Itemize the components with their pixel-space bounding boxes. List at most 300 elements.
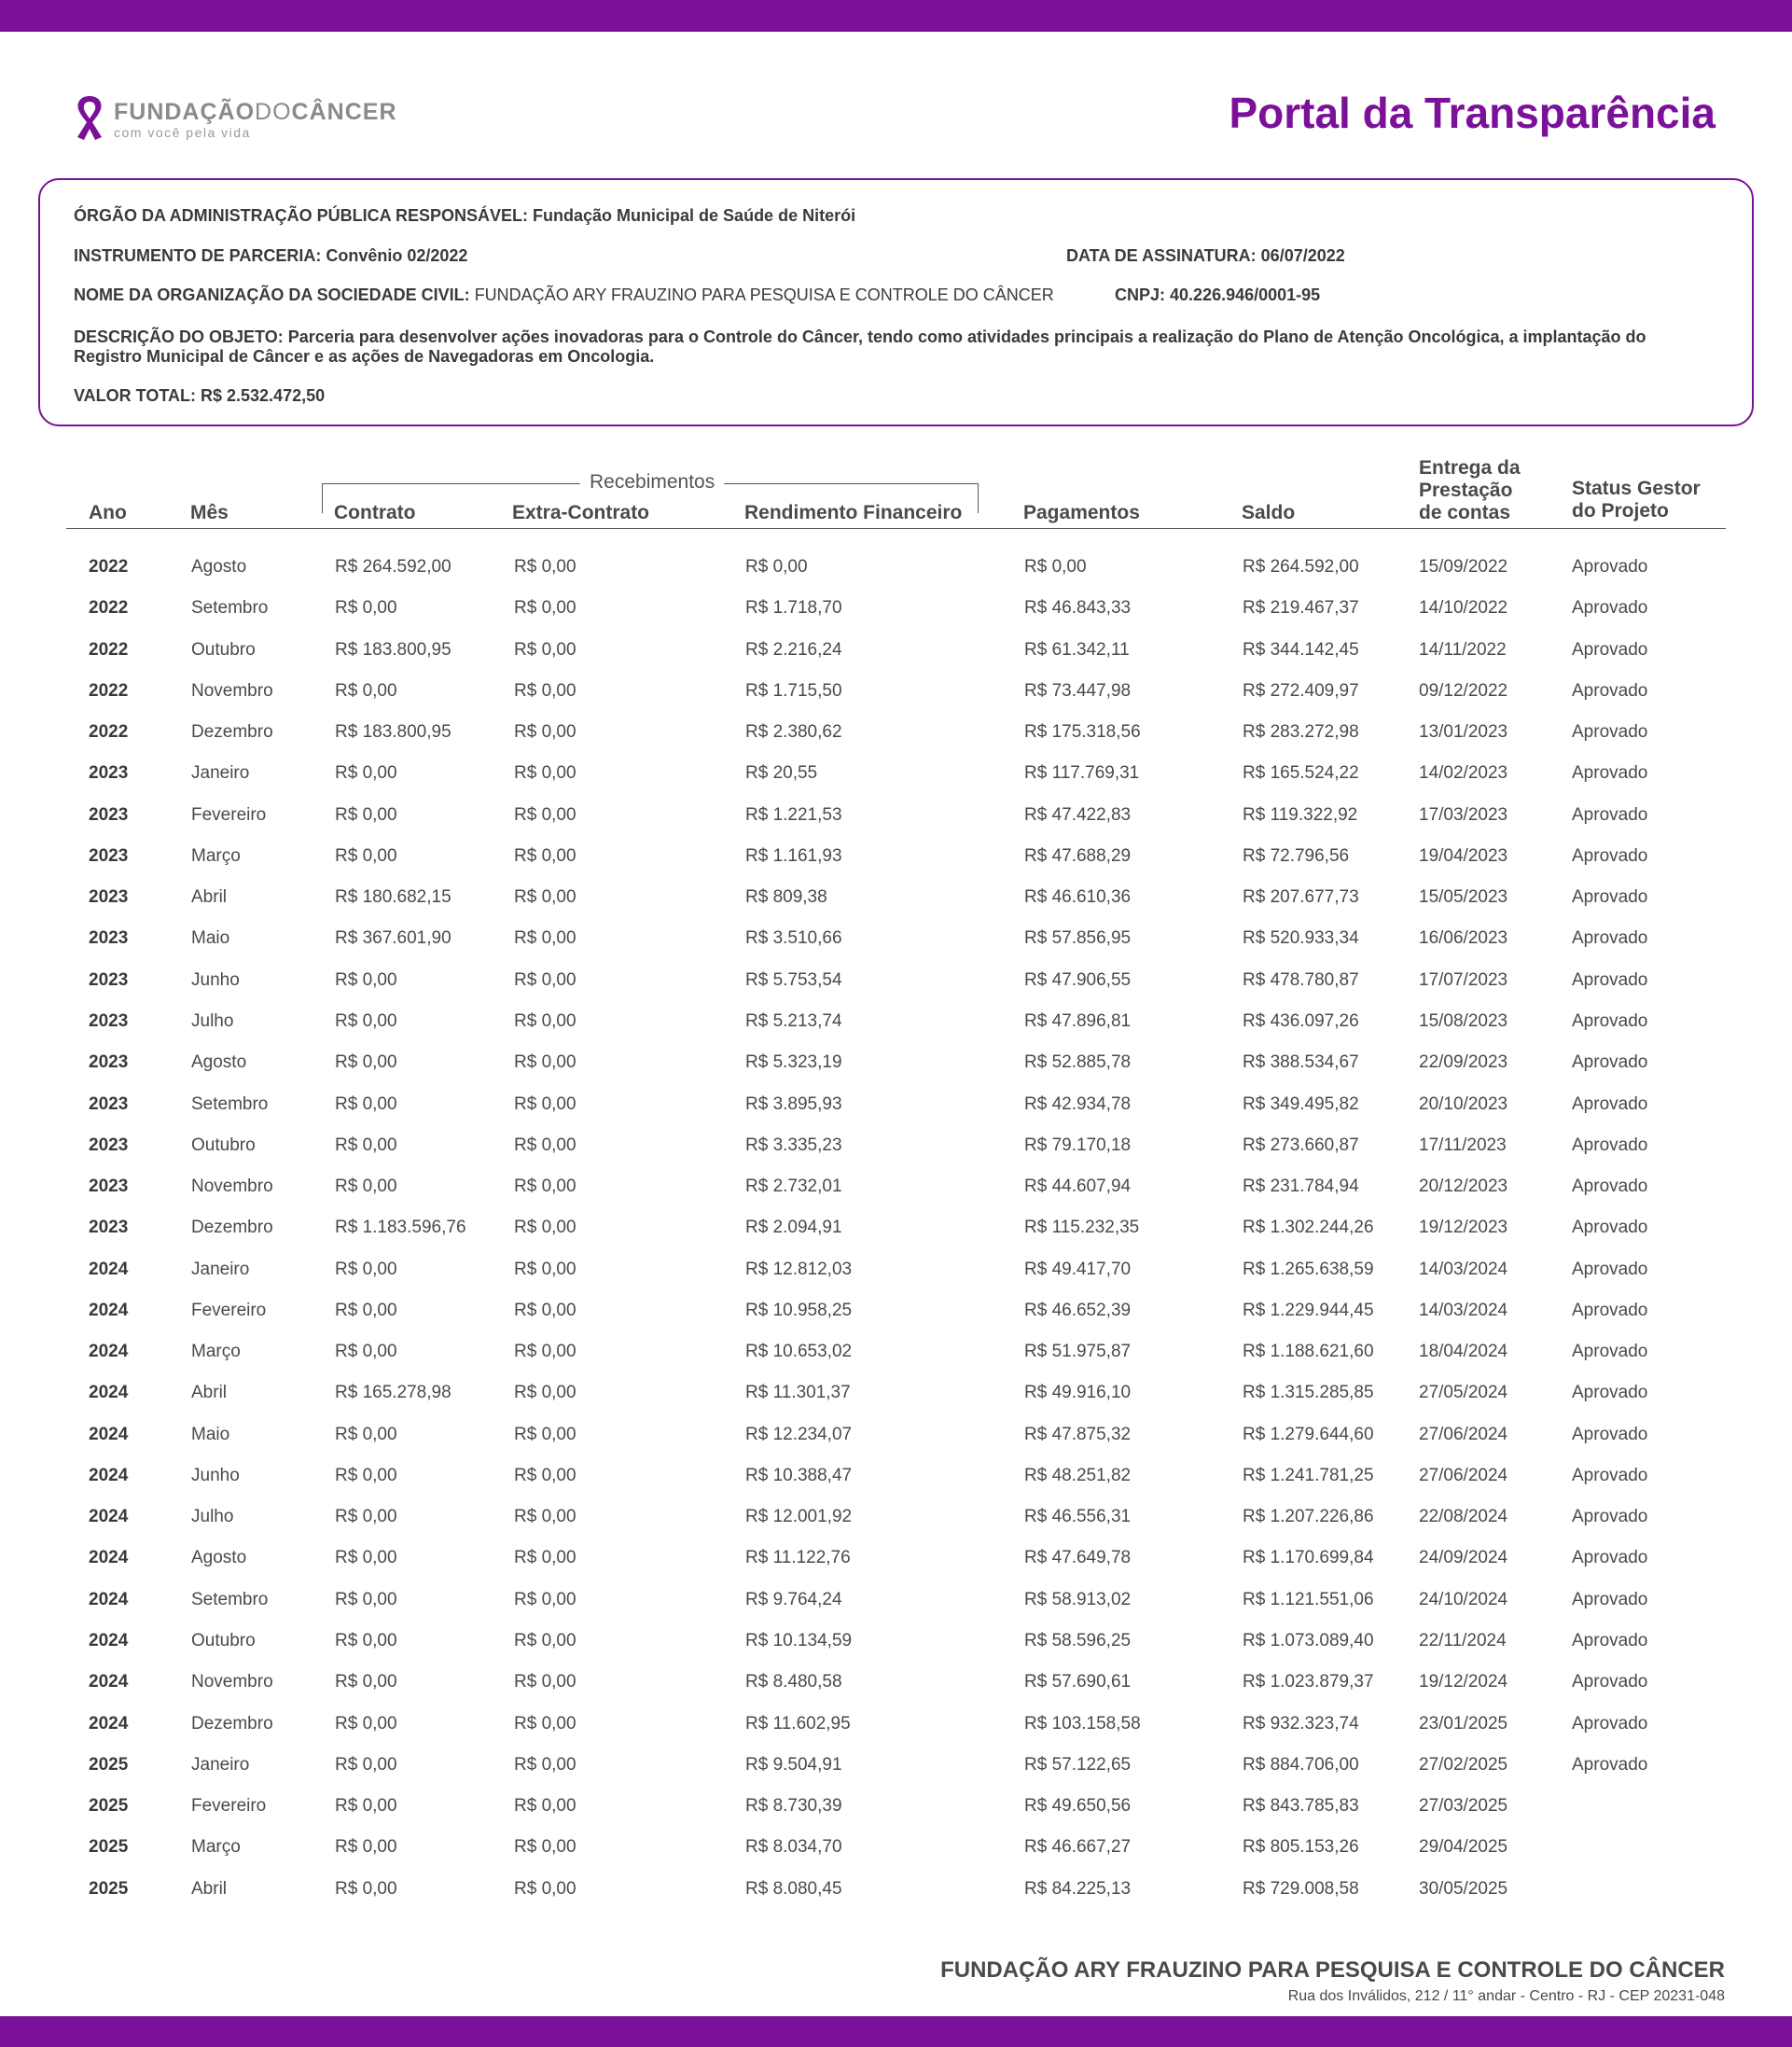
cell-status: Aprovado — [1572, 1135, 1648, 1155]
cell-extra-contrato: R$ 0,00 — [514, 1425, 576, 1444]
nome-organizacao-line: NOME DA ORGANIZAÇÃO DA SOCIEDADE CIVIL: FUNDAÇÃO ARY FRAUZINO PARA PESQUISA E CONTROLE DO CÂNCER — [74, 285, 1054, 304]
cell-contrato: R$ 0,00 — [335, 970, 397, 990]
cell-mes: Dezembro — [191, 722, 273, 742]
cell-entrega: 13/01/2023 — [1419, 722, 1508, 742]
cell-pagamentos: R$ 57.122,65 — [1024, 1755, 1132, 1775]
cell-entrega: 19/12/2023 — [1419, 1218, 1508, 1237]
cell-entrega: 16/06/2023 — [1419, 928, 1508, 948]
cell-status: Aprovado — [1572, 928, 1648, 948]
cell-saldo: R$ 1.207.226,86 — [1243, 1507, 1374, 1526]
cell-ano: 2024 — [89, 1383, 129, 1402]
cell-extra-contrato: R$ 0,00 — [514, 1796, 576, 1816]
cell-rendimento: R$ 8.080,45 — [745, 1879, 842, 1899]
cell-saldo: R$ 1.315.285,85 — [1243, 1383, 1374, 1402]
cell-mes: Novembro — [191, 681, 273, 701]
cell-status: Aprovado — [1572, 970, 1648, 990]
cell-contrato: R$ 165.278,98 — [335, 1383, 451, 1402]
cell-contrato: R$ 0,00 — [335, 1879, 397, 1899]
cell-pagamentos: R$ 51.975,87 — [1024, 1342, 1132, 1361]
cell-rendimento: R$ 8.034,70 — [745, 1837, 842, 1857]
cell-pagamentos: R$ 115.232,35 — [1024, 1218, 1140, 1237]
cell-saldo: R$ 478.780,87 — [1243, 970, 1359, 990]
cell-saldo: R$ 272.409,97 — [1243, 681, 1359, 701]
cell-status: Aprovado — [1572, 763, 1648, 783]
cell-rendimento: R$ 10.653,02 — [745, 1342, 853, 1361]
cell-extra-contrato: R$ 0,00 — [514, 763, 576, 783]
cell-status: Aprovado — [1572, 1714, 1648, 1734]
cell-pagamentos: R$ 61.342,11 — [1024, 640, 1130, 660]
table-row — [0, 1755, 1792, 1796]
cell-entrega: 20/12/2023 — [1419, 1177, 1508, 1196]
bottom-bar — [0, 2016, 1792, 2047]
cell-pagamentos: R$ 44.607,94 — [1024, 1177, 1132, 1196]
cell-extra-contrato: R$ 0,00 — [514, 970, 576, 990]
cell-mes: Outubro — [191, 1631, 256, 1650]
table-row — [0, 722, 1792, 763]
cell-saldo: R$ 520.933,34 — [1243, 928, 1359, 948]
cell-contrato: R$ 0,00 — [335, 1714, 397, 1734]
cell-mes: Março — [191, 1342, 241, 1361]
cell-rendimento: R$ 3.335,23 — [745, 1135, 842, 1155]
cell-ano: 2024 — [89, 1507, 129, 1526]
cell-rendimento: R$ 1.718,70 — [745, 598, 842, 618]
cell-status: Aprovado — [1572, 557, 1648, 577]
cell-mes: Novembro — [191, 1177, 273, 1196]
cell-entrega: 09/12/2022 — [1419, 681, 1508, 701]
cell-extra-contrato: R$ 0,00 — [514, 1052, 576, 1072]
cell-mes: Agosto — [191, 1052, 247, 1072]
cell-saldo: R$ 1.229.944,45 — [1243, 1301, 1374, 1320]
cell-extra-contrato: R$ 0,00 — [514, 1301, 576, 1320]
cell-ano: 2025 — [89, 1879, 129, 1899]
cell-rendimento: R$ 3.895,93 — [745, 1094, 842, 1114]
table-row — [0, 1218, 1792, 1259]
data-assinatura-line: DATA DE ASSINATURA: 06/07/2022 — [1066, 246, 1345, 265]
cell-saldo: R$ 1.188.621,60 — [1243, 1342, 1374, 1361]
cell-contrato: R$ 264.592,00 — [335, 557, 451, 577]
cell-extra-contrato: R$ 0,00 — [514, 1507, 576, 1526]
logo — [73, 93, 397, 146]
cell-contrato: R$ 0,00 — [335, 1507, 397, 1526]
cell-extra-contrato: R$ 0,00 — [514, 1590, 576, 1609]
cell-contrato: R$ 0,00 — [335, 1466, 397, 1485]
cell-saldo: R$ 72.796,56 — [1243, 846, 1350, 866]
cell-mes: Dezembro — [191, 1714, 273, 1734]
cell-pagamentos: R$ 48.251,82 — [1024, 1466, 1132, 1485]
cell-entrega: 17/03/2023 — [1419, 805, 1508, 825]
cell-status: Aprovado — [1572, 1301, 1648, 1320]
cell-entrega: 24/10/2024 — [1419, 1590, 1508, 1609]
cell-ano: 2025 — [89, 1837, 129, 1857]
cell-contrato: R$ 0,00 — [335, 1301, 397, 1320]
cell-contrato: R$ 0,00 — [335, 1011, 397, 1031]
cell-status: Aprovado — [1572, 1466, 1648, 1485]
cell-contrato: R$ 0,00 — [335, 1094, 397, 1114]
cell-status: Aprovado — [1572, 681, 1648, 701]
cell-mes: Junho — [191, 1466, 240, 1485]
cell-saldo: R$ 1.302.244,26 — [1243, 1218, 1374, 1237]
cell-ano: 2023 — [89, 970, 129, 990]
cell-mes: Maio — [191, 928, 230, 948]
cell-pagamentos: R$ 47.649,78 — [1024, 1548, 1132, 1567]
cell-ano: 2024 — [89, 1342, 129, 1361]
cell-rendimento: R$ 9.504,91 — [745, 1755, 842, 1775]
cell-entrega: 23/01/2025 — [1419, 1714, 1508, 1734]
cell-status: Aprovado — [1572, 1590, 1648, 1609]
table-row — [0, 640, 1792, 681]
footer-address: Rua dos Inválidos, 212 / 11° andar - Centro - RJ - CEP 20231-048 — [1287, 1988, 1725, 2004]
cell-mes: Setembro — [191, 598, 269, 618]
cell-ano: 2024 — [89, 1466, 129, 1485]
orgao-line: ÓRGÃO DA ADMINISTRAÇÃO PÚBLICA RESPONSÁVEL: Fundação Municipal de Saúde de Niterói — [74, 206, 856, 225]
cell-extra-contrato: R$ 0,00 — [514, 1011, 576, 1031]
cell-contrato: R$ 180.682,15 — [335, 887, 451, 907]
cell-pagamentos: R$ 46.843,33 — [1024, 598, 1132, 618]
cell-rendimento: R$ 12.001,92 — [745, 1507, 853, 1526]
cell-contrato: R$ 0,00 — [335, 1260, 397, 1279]
table-row — [0, 928, 1792, 969]
table-row — [0, 1094, 1792, 1135]
cell-rendimento: R$ 1.161,93 — [745, 846, 842, 866]
cell-extra-contrato: R$ 0,00 — [514, 1466, 576, 1485]
cell-status: Aprovado — [1572, 1383, 1648, 1402]
cell-mes: Abril — [191, 887, 228, 907]
header-ano: Ano — [89, 502, 127, 523]
cell-entrega: 14/10/2022 — [1419, 598, 1508, 618]
cell-status: Aprovado — [1572, 1631, 1648, 1650]
cell-rendimento: R$ 5.213,74 — [745, 1011, 842, 1031]
cell-extra-contrato: R$ 0,00 — [514, 1714, 576, 1734]
page-title: Portal da Transparência — [1229, 89, 1716, 137]
cell-saldo: R$ 1.073.089,40 — [1243, 1631, 1374, 1650]
header-entrega: Entrega da Prestação de contas — [1419, 457, 1521, 523]
table-row — [0, 681, 1792, 722]
cell-contrato: R$ 0,00 — [335, 1631, 397, 1650]
cell-mes: Maio — [191, 1425, 230, 1444]
cell-ano: 2023 — [89, 928, 129, 948]
cell-mes: Junho — [191, 970, 240, 990]
footer-organization: FUNDAÇÃO ARY FRAUZINO PARA PESQUISA E CONTROLE DO CÂNCER — [940, 1957, 1725, 1983]
cell-entrega: 20/10/2023 — [1419, 1094, 1508, 1114]
cell-contrato: R$ 0,00 — [335, 1548, 397, 1567]
descricao-line: DESCRIÇÃO DO OBJETO: Parceria para desenvolver ações inovadoras para o Controle do Câncer, tendo como atividades principais a realização do Plano de Atenção Oncológica, a implantação do Registro Municipal de Câncer e as ações de Navegadoras em Oncologia. — [74, 327, 1646, 366]
cell-rendimento: R$ 2.380,62 — [745, 722, 842, 742]
valor-total-line: VALOR TOTAL: R$ 2.532.472,50 — [74, 386, 326, 405]
cell-saldo: R$ 283.272,98 — [1243, 722, 1359, 742]
cell-pagamentos: R$ 57.856,95 — [1024, 928, 1132, 948]
cell-mes: Janeiro — [191, 763, 250, 783]
table-row — [0, 970, 1792, 1011]
cell-contrato: R$ 0,00 — [335, 805, 397, 825]
cell-pagamentos: R$ 47.896,81 — [1024, 1011, 1132, 1031]
info-box — [38, 178, 1754, 426]
cell-ano: 2023 — [89, 846, 129, 866]
table-row — [0, 1631, 1792, 1672]
cell-saldo: R$ 436.097,26 — [1243, 1011, 1359, 1031]
cell-contrato: R$ 367.601,90 — [335, 928, 451, 948]
cell-entrega: 14/03/2024 — [1419, 1260, 1508, 1279]
cell-entrega: 15/05/2023 — [1419, 887, 1508, 907]
cell-status: Aprovado — [1572, 598, 1648, 618]
table-row — [0, 1548, 1792, 1589]
cell-status: Aprovado — [1572, 1011, 1648, 1031]
cell-status: Aprovado — [1572, 846, 1648, 866]
cell-status: Aprovado — [1572, 1755, 1648, 1775]
cell-pagamentos: R$ 42.934,78 — [1024, 1094, 1132, 1114]
table-row — [0, 557, 1792, 598]
cell-status: Aprovado — [1572, 1672, 1648, 1692]
table-row — [0, 1425, 1792, 1466]
cell-mes: Fevereiro — [191, 1301, 267, 1320]
cell-rendimento: R$ 11.301,37 — [745, 1383, 851, 1402]
cell-contrato: R$ 0,00 — [335, 1837, 397, 1857]
cell-contrato: R$ 0,00 — [335, 763, 397, 783]
cell-entrega: 17/11/2023 — [1419, 1135, 1507, 1155]
cell-mes: Julho — [191, 1011, 234, 1031]
recebimentos-label: Recebimentos — [580, 471, 724, 494]
cell-entrega: 18/04/2024 — [1419, 1342, 1508, 1361]
cell-ano: 2024 — [89, 1590, 129, 1609]
cell-ano: 2023 — [89, 1011, 129, 1031]
cell-rendimento: R$ 1.715,50 — [745, 681, 842, 701]
cell-pagamentos: R$ 46.667,27 — [1024, 1837, 1132, 1857]
cell-saldo: R$ 165.524,22 — [1243, 763, 1359, 783]
cell-contrato: R$ 183.800,95 — [335, 722, 451, 742]
table-row — [0, 763, 1792, 804]
logo-tagline: com você pela vida — [114, 125, 251, 140]
header-rendimento: Rendimento Financeiro — [744, 502, 963, 523]
cell-saldo: R$ 1.241.781,25 — [1243, 1466, 1374, 1485]
cell-contrato: R$ 0,00 — [335, 1672, 397, 1692]
cell-status: Aprovado — [1572, 1094, 1648, 1114]
cell-rendimento: R$ 10.134,59 — [745, 1631, 853, 1650]
cell-status: Aprovado — [1572, 887, 1648, 907]
cell-pagamentos: R$ 58.913,02 — [1024, 1590, 1132, 1609]
cell-saldo: R$ 273.660,87 — [1243, 1135, 1359, 1155]
cell-ano: 2025 — [89, 1796, 129, 1816]
cell-extra-contrato: R$ 0,00 — [514, 846, 576, 866]
table-row — [0, 1177, 1792, 1218]
cell-pagamentos: R$ 47.875,32 — [1024, 1425, 1132, 1444]
table-row — [0, 846, 1792, 887]
cell-pagamentos: R$ 47.688,29 — [1024, 846, 1132, 866]
cell-entrega: 27/02/2025 — [1419, 1755, 1508, 1775]
cell-rendimento: R$ 10.388,47 — [745, 1466, 853, 1485]
cell-ano: 2023 — [89, 763, 129, 783]
cell-rendimento: R$ 0,00 — [745, 557, 808, 577]
table-row — [0, 1796, 1792, 1837]
cell-entrega: 15/09/2022 — [1419, 557, 1508, 577]
cell-pagamentos: R$ 46.556,31 — [1024, 1507, 1132, 1526]
cell-rendimento: R$ 12.234,07 — [745, 1425, 853, 1444]
table-row — [0, 805, 1792, 846]
cell-ano: 2022 — [89, 640, 129, 660]
table-row — [0, 1383, 1792, 1424]
cell-entrega: 27/06/2024 — [1419, 1425, 1508, 1444]
cell-saldo: R$ 1.170.699,84 — [1243, 1548, 1374, 1567]
cell-extra-contrato: R$ 0,00 — [514, 1837, 576, 1857]
cell-contrato: R$ 0,00 — [335, 681, 397, 701]
table-row — [0, 1011, 1792, 1052]
cell-entrega: 22/08/2024 — [1419, 1507, 1508, 1526]
cell-status: Aprovado — [1572, 805, 1648, 825]
cell-contrato: R$ 0,00 — [335, 1177, 397, 1196]
cell-status: Aprovado — [1572, 1177, 1648, 1196]
cell-saldo: R$ 805.153,26 — [1243, 1837, 1359, 1857]
cell-rendimento: R$ 12.812,03 — [745, 1260, 853, 1279]
cell-pagamentos: R$ 103.158,58 — [1024, 1714, 1141, 1734]
cell-entrega: 24/09/2024 — [1419, 1548, 1508, 1567]
cell-extra-contrato: R$ 0,00 — [514, 1218, 576, 1237]
cell-rendimento: R$ 2.094,91 — [745, 1218, 842, 1237]
table-row — [0, 1052, 1792, 1093]
cell-extra-contrato: R$ 0,00 — [514, 928, 576, 948]
cell-ano: 2024 — [89, 1260, 129, 1279]
cell-entrega: 30/05/2025 — [1419, 1879, 1508, 1899]
cell-pagamentos: R$ 0,00 — [1024, 557, 1087, 577]
cell-pagamentos: R$ 47.422,83 — [1024, 805, 1132, 825]
cell-extra-contrato: R$ 0,00 — [514, 557, 576, 577]
cell-pagamentos: R$ 58.596,25 — [1024, 1631, 1132, 1650]
cell-ano: 2022 — [89, 557, 129, 577]
table-row — [0, 1590, 1792, 1631]
cell-pagamentos: R$ 57.690,61 — [1024, 1672, 1132, 1692]
cell-pagamentos: R$ 46.652,39 — [1024, 1301, 1132, 1320]
table-row — [0, 1879, 1792, 1920]
cell-ano: 2023 — [89, 1094, 129, 1114]
cell-extra-contrato: R$ 0,00 — [514, 598, 576, 618]
cnpj-line: CNPJ: 40.226.946/0001-95 — [1115, 285, 1321, 304]
cell-pagamentos: R$ 49.650,56 — [1024, 1796, 1132, 1816]
cell-saldo: R$ 264.592,00 — [1243, 557, 1359, 577]
cell-rendimento: R$ 11.602,95 — [745, 1714, 851, 1734]
cell-mes: Abril — [191, 1879, 228, 1899]
cell-extra-contrato: R$ 0,00 — [514, 722, 576, 742]
cell-rendimento: R$ 2.732,01 — [745, 1177, 842, 1196]
cell-mes: Fevereiro — [191, 805, 267, 825]
cell-mes: Dezembro — [191, 1218, 273, 1237]
cell-saldo: R$ 207.677,73 — [1243, 887, 1359, 907]
cell-mes: Julho — [191, 1507, 234, 1526]
cell-mes: Fevereiro — [191, 1796, 267, 1816]
cell-status: Aprovado — [1572, 1218, 1648, 1237]
cell-entrega: 19/04/2023 — [1419, 846, 1508, 866]
cell-contrato: R$ 0,00 — [335, 1342, 397, 1361]
table-row — [0, 1507, 1792, 1548]
cell-pagamentos: R$ 49.916,10 — [1024, 1383, 1132, 1402]
cell-ano: 2024 — [89, 1425, 129, 1444]
ribbon-icon — [73, 93, 106, 142]
cell-extra-contrato: R$ 0,00 — [514, 1879, 576, 1899]
cell-rendimento: R$ 11.122,76 — [745, 1548, 851, 1567]
cell-extra-contrato: R$ 0,00 — [514, 1383, 576, 1402]
cell-rendimento: R$ 5.323,19 — [745, 1052, 842, 1072]
header-saldo: Saldo — [1242, 502, 1296, 523]
cell-entrega: 14/03/2024 — [1419, 1301, 1508, 1320]
cell-rendimento: R$ 2.216,24 — [745, 640, 842, 660]
table-row — [0, 1301, 1792, 1342]
cell-extra-contrato: R$ 0,00 — [514, 1094, 576, 1114]
cell-contrato: R$ 0,00 — [335, 1796, 397, 1816]
cell-pagamentos: R$ 84.225,13 — [1024, 1879, 1132, 1899]
cell-rendimento: R$ 3.510,66 — [745, 928, 842, 948]
cell-status: Aprovado — [1572, 1548, 1648, 1567]
cell-entrega: 27/03/2025 — [1419, 1796, 1508, 1816]
cell-entrega: 15/08/2023 — [1419, 1011, 1508, 1031]
cell-rendimento: R$ 5.753,54 — [745, 970, 842, 990]
cell-rendimento: R$ 10.958,25 — [745, 1301, 853, 1320]
cell-extra-contrato: R$ 0,00 — [514, 1631, 576, 1650]
cell-pagamentos: R$ 47.906,55 — [1024, 970, 1132, 990]
cell-contrato: R$ 0,00 — [335, 1135, 397, 1155]
cell-mes: Abril — [191, 1383, 228, 1402]
cell-entrega: 14/11/2022 — [1419, 640, 1507, 660]
cell-entrega: 17/07/2023 — [1419, 970, 1508, 990]
cell-status: Aprovado — [1572, 1260, 1648, 1279]
cell-ano: 2023 — [89, 1177, 129, 1196]
cell-saldo: R$ 344.142,45 — [1243, 640, 1359, 660]
cell-saldo: R$ 119.322,92 — [1243, 805, 1358, 825]
cell-saldo: R$ 932.323,74 — [1243, 1714, 1359, 1734]
cell-status: Aprovado — [1572, 640, 1648, 660]
table-row — [0, 1714, 1792, 1755]
cell-status: Aprovado — [1572, 1425, 1648, 1444]
cell-status: Aprovado — [1572, 722, 1648, 742]
cell-mes: Agosto — [191, 1548, 247, 1567]
header-pagamentos: Pagamentos — [1023, 502, 1140, 523]
cell-extra-contrato: R$ 0,00 — [514, 887, 576, 907]
cell-entrega: 22/11/2024 — [1419, 1631, 1507, 1650]
cell-saldo: R$ 843.785,83 — [1243, 1796, 1359, 1816]
cell-pagamentos: R$ 117.769,31 — [1024, 763, 1140, 783]
cell-extra-contrato: R$ 0,00 — [514, 1755, 576, 1775]
cell-saldo: R$ 884.706,00 — [1243, 1755, 1359, 1775]
logo-wordmark: FUNDAÇÃODOCÂNCER — [114, 99, 397, 125]
cell-contrato: R$ 0,00 — [335, 1590, 397, 1609]
cell-mes: Outubro — [191, 640, 256, 660]
cell-pagamentos: R$ 79.170,18 — [1024, 1135, 1132, 1155]
cell-contrato: R$ 0,00 — [335, 1052, 397, 1072]
cell-entrega: 22/09/2023 — [1419, 1052, 1508, 1072]
cell-ano: 2022 — [89, 598, 129, 618]
cell-contrato: R$ 0,00 — [335, 1425, 397, 1444]
cell-mes: Março — [191, 846, 241, 866]
header-extra-contrato: Extra-Contrato — [512, 502, 650, 523]
cell-pagamentos: R$ 46.610,36 — [1024, 887, 1132, 907]
cell-rendimento: R$ 9.764,24 — [745, 1590, 842, 1609]
cell-mes: Setembro — [191, 1590, 269, 1609]
cell-entrega: 14/02/2023 — [1419, 763, 1508, 783]
cell-contrato: R$ 0,00 — [335, 1755, 397, 1775]
cell-saldo: R$ 729.008,58 — [1243, 1879, 1359, 1899]
header-divider — [66, 528, 1726, 529]
cell-mes: Março — [191, 1837, 241, 1857]
cell-status: Aprovado — [1572, 1052, 1648, 1072]
cell-status: Aprovado — [1572, 1342, 1648, 1361]
cell-ano: 2023 — [89, 1218, 129, 1237]
cell-rendimento: R$ 8.730,39 — [745, 1796, 842, 1816]
cell-extra-contrato: R$ 0,00 — [514, 640, 576, 660]
header-mes: Mês — [190, 502, 229, 523]
table-row — [0, 1672, 1792, 1713]
cell-extra-contrato: R$ 0,00 — [514, 805, 576, 825]
cell-status: Aprovado — [1572, 1507, 1648, 1526]
cell-ano: 2023 — [89, 887, 129, 907]
cell-ano: 2022 — [89, 681, 129, 701]
cell-ano: 2025 — [89, 1755, 129, 1775]
cell-pagamentos: R$ 49.417,70 — [1024, 1260, 1132, 1279]
cell-ano: 2024 — [89, 1631, 129, 1650]
